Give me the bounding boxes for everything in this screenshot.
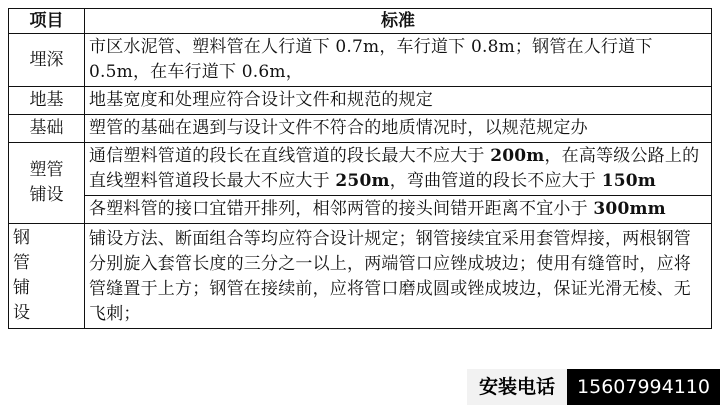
row-text-burial: 市区水泥管、塑料管在人行道下 0.7m，车行道下 0.8m；钢管在人行道下 0.5m，在车行道下 0.6m， <box>85 34 712 87</box>
plastic-label-line2: 铺设 <box>29 185 64 205</box>
row-text-plastic-segment <box>85 143 712 196</box>
hotline-number: 15607994110 <box>567 369 720 405</box>
row-text-plastic-joint <box>85 196 712 224</box>
steel-label-char: 钢 <box>13 228 30 248</box>
table-row-steel-laying <box>9 224 712 329</box>
row-text-foundation: 塑管的基础在遇到与设计文件不符合的地质情况时，以规范规定办 <box>85 115 712 143</box>
steel-label-char: 管 <box>13 253 30 273</box>
row-text-steel-laying: 铺设方法、断面组合等均应符合设计规定；钢管接续宜采用套管焊接，两根钢管分别旋入套管长度的三分之一以上，两端管口应锉成坡边；使用有缝管时，应将管缝置于上方；钢管在接续前，应将管口磨成圆或锉成坡边，保证光滑无棱、无飞刺； <box>85 224 712 329</box>
table-header-row <box>9 9 712 34</box>
plastic-length-150: 150m <box>601 171 656 191</box>
plastic-joint-text: 各塑料管的接口宜错开排列，相邻两管的接头间错开距离不宜小于 <box>89 199 594 219</box>
standards-table <box>8 8 712 329</box>
row-text-foundation-ground: 地基宽度和处理应符合设计文件和规范的规定 <box>85 87 712 115</box>
plastic-text-part: ，弯曲管道的段长不应大于 <box>389 171 602 191</box>
row-label-foundation: 基础 <box>9 115 85 143</box>
row-label-plastic-laying <box>9 143 85 224</box>
plastic-text-part: 通信塑料管道的段长在直线管道的段长最大不应大于 <box>89 146 491 166</box>
plastic-joint-300mm: 300mm <box>593 199 666 219</box>
table-row-plastic-laying-2 <box>9 196 712 224</box>
install-hotline-banner <box>467 369 720 405</box>
plastic-length-250: 250m <box>335 171 390 191</box>
table-row-foundation-ground <box>9 87 712 115</box>
table-row-burial <box>9 34 712 87</box>
plastic-text-part: ，在高等级公路上的直线塑料管道段长最大不应大于 <box>89 146 700 191</box>
row-label-steel-laying <box>9 224 85 329</box>
row-label-burial: 埋深 <box>9 34 85 87</box>
plastic-label-line1: 塑管 <box>29 160 64 180</box>
table-row-plastic-laying-1 <box>9 143 712 196</box>
table-row-foundation <box>9 115 712 143</box>
row-label-foundation-ground: 地基 <box>9 87 85 115</box>
header-standard: 标准 <box>85 9 712 34</box>
plastic-length-200: 200m <box>490 146 545 166</box>
hotline-label: 安装电话 <box>467 369 567 405</box>
steel-label-char: 铺 <box>13 278 30 298</box>
header-item: 项目 <box>9 9 85 34</box>
steel-label-char: 设 <box>13 303 30 323</box>
